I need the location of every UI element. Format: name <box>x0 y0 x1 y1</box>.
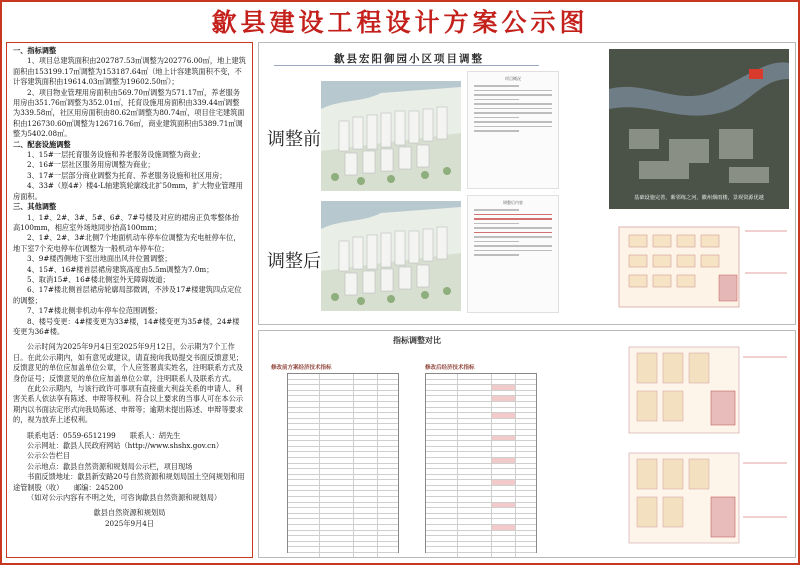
title-bar <box>0 0 800 42</box>
contact-line: 公示公告栏目 <box>27 451 71 461</box>
section-item: 1、15#一层托育服务设施和养老服务设施调整为商业； <box>27 150 205 160</box>
section-item: 6、17#楼北侧首层裙房轮廓局部微调，不涉及17#楼建筑四点定位的调整； <box>13 285 242 305</box>
section-item: 2、1#、2#、3#北侧7个地面机动车停车位调整为充电桩停车位，地下室7个充电停车位调整为一般机动车停车位； <box>13 233 241 253</box>
signature: 歙县自然资源和规划局 <box>93 508 166 518</box>
section-item: 1、项目总建筑面积由202787.53㎡调整为202776.00㎡，地上建筑面积由153199.17㎡调整为153187.64㎡（地上计容建筑面积不变，不计容建筑面积由19614.03㎡调整为19602.50㎡）； <box>13 56 246 87</box>
notice-paragraph: 在此公示期内，与该行政许可事项有直接重大利益关系的申请人、利害关系人依法享有陈述、申辩等权利。符合以上要求的当事人可在本公示期内以书面法定形式向我局陈述、申辩等；逾期未提出陈述、申辩等要求的，视为放弃上述权利。 <box>13 384 244 425</box>
contact-line: 公示网址：歙县人民政府网站（http://www.shshx.gov.cn） <box>27 441 224 451</box>
before-document-thumbnail <box>467 71 559 189</box>
after-indicator-table <box>425 373 537 553</box>
section-item: 2、项目物业管理用房面积由569.70㎡调整为571.17㎡，养老服务用房由351.76㎡调整为352.01㎡，托育设施用房面积由339.44㎡调整为339.58㎡，社区用房面积由80.62㎡调整为80.74㎡，项目住宅建筑面积由126730.60㎡调整为126716.76㎡，商业建筑面积由5389.71㎡调整为5402.08㎡。 <box>13 87 245 139</box>
site-plan-before <box>559 213 789 321</box>
section-heading: 二、配套设施调整 <box>13 139 71 149</box>
section-item: 5、取消15#、16#楼北侧室外无障碍坡道； <box>27 274 170 284</box>
contact-line: 公示地点：歙县自然资源和规划局公示栏，项目现场 <box>27 461 193 471</box>
after-label: 调整后 <box>267 251 321 272</box>
after-rendering <box>321 201 461 311</box>
indicator-comparison-panel <box>258 330 796 558</box>
section-item: 1、1#、2#、3#、5#、6#、7#号楼及对应的裙房正负零整体抬高100mm，相应室外场地同步抬高100mm； <box>13 212 239 232</box>
section-item: 3、17#一层部分商业调整为托育、养老服务设施和社区用房； <box>27 170 227 180</box>
section-item: 4、15#、16#楼首层裙房建筑高度由5.5m调整为7.0m； <box>27 264 214 274</box>
title-divider <box>274 65 539 66</box>
before-indicator-table <box>287 373 399 553</box>
section-item: 7、17#楼北侧非机动车停车位范围调整； <box>27 306 162 316</box>
contact-line: （如对公示内容有不明之处，可咨询歙县自然资源和规划局） <box>27 493 222 503</box>
contact-line: 书面反馈地址：歙县新安路20号自然资源和规划局国土空间规划和用途管制股（收） 邮编：245200 <box>13 472 245 492</box>
section-item: 8、楼号变更：4#楼变更为33#楼，14#楼变更为35#楼，24#楼变更为36#楼。 <box>13 316 240 336</box>
notice-paragraph: 公示时间为2025年9月4日至2025年9月12日，公示期为7个工作日。在此公示期内，如有意见或建议，请直接向我局提交书面反馈意见；反馈意见的单位应加盖单位公章，个人应签署真实姓名，注明联系方式及身份证号；反馈意见的单位应加盖单位公章，注明联系人及联系方式。 <box>13 342 244 383</box>
before-label: 调整前 <box>267 129 321 150</box>
table-row <box>426 553 536 558</box>
contact-line: 联系电话：0559-6512199 联系人：胡先生 <box>27 430 181 440</box>
floor-plan-after <box>559 447 789 555</box>
section-heading: 一、指标调整 <box>13 46 57 55</box>
section-item: 4、33#（原4#）楼4-L轴建筑轮廓线北扩50mm，扩大物业管理用房面积。 <box>13 181 243 201</box>
section-heading: 三、其他调整 <box>13 202 57 212</box>
document-heading: 项目概况 <box>505 76 521 81</box>
project-title: 歙县宏阳御园小区项目调整 <box>334 53 484 65</box>
aerial-caption: 基础设施完善，紫邻练之河，徽州烟雨楼，景观资源优越 <box>634 195 764 201</box>
floor-plan-before <box>559 337 789 445</box>
comparison-title: 指标调整对比 <box>393 335 441 345</box>
section-item: 2、16#一层社区服务用房调整为商业； <box>27 160 155 170</box>
section-item: 3、9#楼西侧地下室出地面出风井位置调整； <box>27 254 172 264</box>
document-heading: 调整后内容 <box>503 200 523 205</box>
after-table-title: 修改后经济技术指标 <box>425 365 475 371</box>
page-title: 歙县建设工程设计方案公示图 <box>211 8 589 37</box>
table-row <box>288 553 398 558</box>
notice-text-column <box>6 42 253 558</box>
before-table-title: 修改前方案经济技术指标 <box>271 365 332 371</box>
after-document-thumbnail <box>467 195 559 313</box>
project-adjustment-panel <box>258 42 796 325</box>
aerial-location-map <box>609 49 789 209</box>
date: 2025年9月4日 <box>104 518 154 528</box>
before-rendering <box>321 81 461 191</box>
